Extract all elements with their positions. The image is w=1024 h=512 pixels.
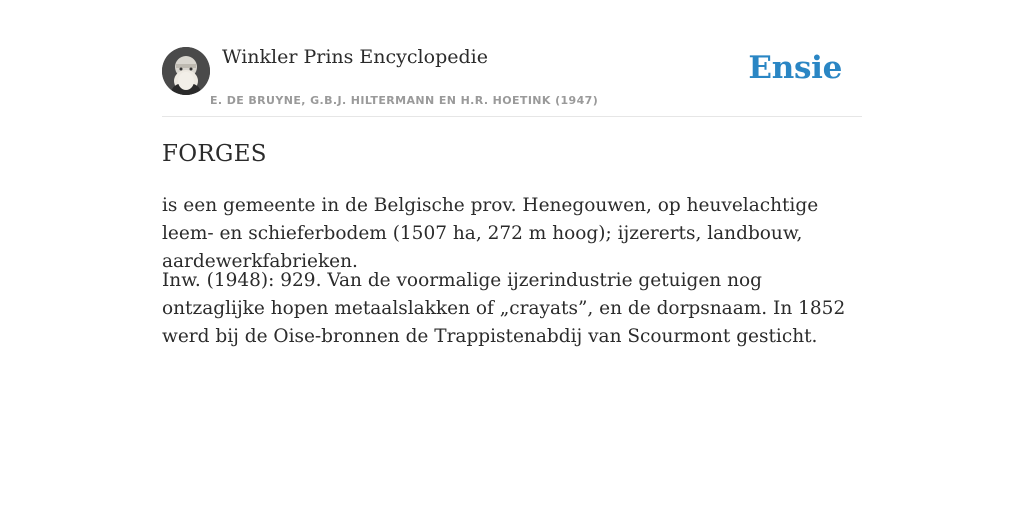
authors-line: E. DE BRUYNE, G.B.J. HILTERMANN EN H.R. HOETINK (1947) <box>210 94 599 107</box>
entry-paragraph-2: Inw. (1948): 929. Van de voormalige ijzerindustrie getuigen nog ontzaglijke hopen metaalslakken of „crayats”, en de dorpsnaam. In 1852 werd bij de Oise-bronnen de Trappistenabdij van Scourmont gesticht. <box>162 270 846 347</box>
header <box>162 0 862 117</box>
page <box>162 0 862 347</box>
entry-paragraph-1: is een gemeente in de Belgische prov. Henegouwen, op heuvelachtige leem- en schieferbodem (1507 ha, 272 m hoog); ijzererts, landbouw, aardewerkfabrieken. <box>162 195 819 272</box>
author-portrait-icon[interactable] <box>162 47 210 95</box>
book-title-link[interactable]: Winkler Prins Encyclopedie <box>222 46 488 68</box>
entry-title: FORGES <box>162 141 267 167</box>
ensie-logo[interactable]: Ensie <box>748 50 842 86</box>
